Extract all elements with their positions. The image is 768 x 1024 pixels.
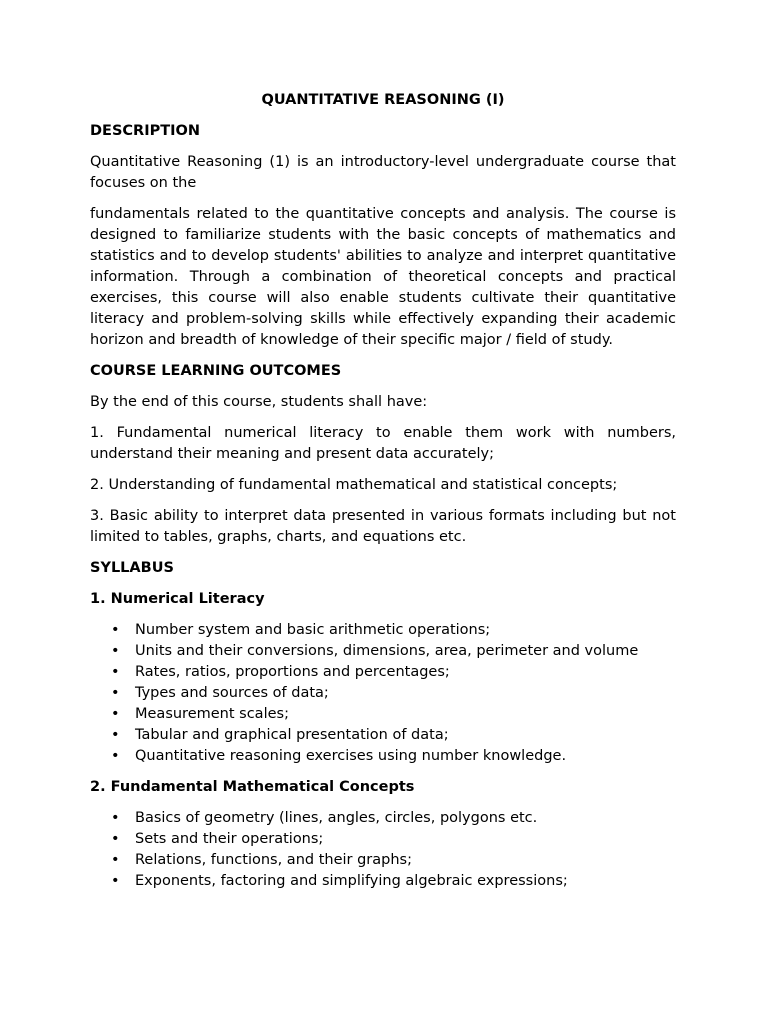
bullet-icon: • [111,685,120,701]
list-item [90,725,676,746]
list-item-text: Basics of geometry (lines, angles, circles, polygons etc. [135,810,538,826]
bullet-icon: • [111,622,120,638]
bullet-icon: • [111,810,120,826]
bullet-icon: • [111,664,120,680]
list-item [90,829,676,850]
list-item [90,871,676,892]
list-item-text: Number system and basic arithmetic operations; [135,622,491,638]
syllabus-section-heading: 2. Fundamental Mathematical Concepts [90,779,415,795]
syllabus-list-math-concepts [90,808,676,892]
outcome-item: 2. Understanding of fundamental mathematical and statistical concepts; [90,477,618,493]
bullet-icon: • [111,727,120,743]
list-item-text: Rates, ratios, proportions and percentages; [135,664,450,680]
list-item-text: Tabular and graphical presentation of data; [135,727,449,743]
list-item [90,620,676,641]
bullet-icon: • [111,748,120,764]
list-item-text: Types and sources of data; [135,685,329,701]
list-item-text: Units and their conversions, dimensions, area, perimeter and volume [135,643,639,659]
list-item-text: Relations, functions, and their graphs; [135,852,412,868]
list-item [90,850,676,871]
list-item [90,746,676,767]
list-item-text: Exponents, factoring and simplifying algebraic expressions; [135,873,568,889]
bullet-icon: • [111,643,120,659]
description-paragraph-1: Quantitative Reasoning (1) is an introductory-level undergraduate course that focuses on the [90,154,676,191]
description-paragraph-2: fundamentals related to the quantitative concepts and analysis. The course is designed to familiarize students with the basic concepts of mathematics and statistics and to develop students' abilities to analyze and interpret quantitative information. Through a combination of theoretical concepts and practical exercises, this course will also enable students cultivate their quantitative literacy and problem-solving skills while effectively expanding their academic horizon and breadth of knowledge of their specific major / field of study. [90,206,676,348]
outcome-item: 1. Fundamental numerical literacy to enable them work with numbers, understand their meaning and present data accurately; [90,425,676,462]
list-item-text: Measurement scales; [135,706,289,722]
list-item [90,662,676,683]
bullet-icon: • [111,831,120,847]
syllabus-heading: SYLLABUS [90,560,174,576]
syllabus-list-numerical-literacy [90,620,676,767]
list-item [90,704,676,725]
page-title: QUANTITATIVE REASONING (I) [261,92,505,108]
list-item-text: Quantitative reasoning exercises using number knowledge. [135,748,567,764]
outcomes-heading: COURSE LEARNING OUTCOMES [90,363,342,379]
list-item [90,808,676,829]
outcomes-intro: By the end of this course, students shall have: [90,394,428,410]
list-item [90,683,676,704]
outcome-item: 3. Basic ability to interpret data presented in various formats including but not limited to tables, graphs, charts, and equations etc. [90,508,676,545]
bullet-icon: • [111,706,120,722]
list-item-text: Sets and their operations; [135,831,324,847]
description-heading: DESCRIPTION [90,123,200,139]
bullet-icon: • [111,852,120,868]
bullet-icon: • [111,873,120,889]
syllabus-section-heading: 1. Numerical Literacy [90,591,265,607]
document-body [90,90,676,902]
list-item [90,641,676,662]
